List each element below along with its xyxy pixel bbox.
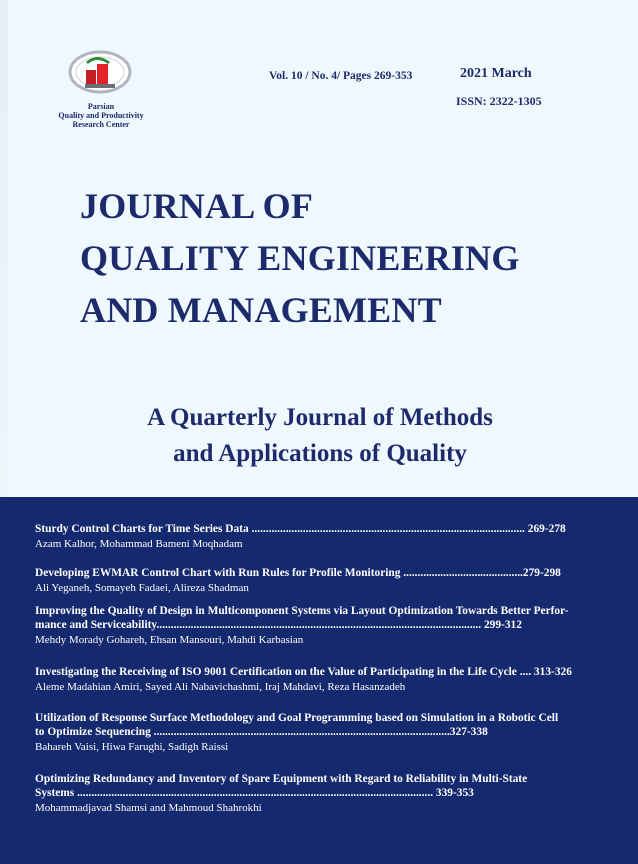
article-authors: Mohammadjavad Shamsi and Mahmoud Shahrokhi xyxy=(35,802,262,814)
article-authors: Bahareh Vaisi, Hiwa Farughi, Sadigh Raissi xyxy=(35,741,229,753)
article-title-continued: Systems ............................................................................................................................. 339-353 xyxy=(35,787,474,799)
journal-subtitle xyxy=(80,400,560,472)
article-entry xyxy=(35,604,595,647)
article-authors: Mehdy Morady Gohareh, Ehsan Mansouri, Mahdi Karbasian xyxy=(35,634,304,646)
article-entry xyxy=(35,566,595,595)
journal-subtitle-line: A Quarterly Journal of Methods xyxy=(147,404,493,431)
article-title-continued: mance and Serviceability.................................................................................................................. 299-312 xyxy=(35,619,522,631)
article-entry xyxy=(35,772,595,815)
journal-subtitle-line: and Applications of Quality xyxy=(173,440,467,467)
issue-date: 2021 March xyxy=(460,66,532,81)
article-title: Improving the Quality of Design in Multicomponent Systems via Layout Optimization Towards Better Perfor- xyxy=(35,605,569,617)
article-authors: Aleme Madahian Amiri, Sayed Ali Nabavichashmi, Iraj Mahdavi, Reza Hasanzadeh xyxy=(35,681,406,693)
article-title: Utilization of Response Surface Methodology and Goal Programming based on Simulation in a Robotic Cell xyxy=(35,712,559,724)
article-title: Developing EWMAR Control Chart with Run Rules for Profile Monitoring ..........................................279-298 xyxy=(35,567,561,579)
table-of-contents xyxy=(0,497,638,864)
article-title: Optimizing Redundancy and Inventory of Spare Equipment with Regard to Reliability in Multi-State xyxy=(35,773,528,785)
journal-title xyxy=(80,180,520,336)
research-center-logo xyxy=(66,50,134,100)
center-name-line: Research Center xyxy=(72,120,130,129)
research-center-name xyxy=(46,102,156,129)
article-title: Sturdy Control Charts for Time Series Data ................................................................................................ 269-278 xyxy=(35,523,566,535)
journal-title-line: QUALITY ENGINEERING xyxy=(80,238,520,278)
article-entry xyxy=(35,711,595,754)
volume-info: Vol. 10 / No. 4/ Pages 269-353 xyxy=(269,70,413,82)
journal-title-line: AND MANAGEMENT xyxy=(80,290,442,330)
center-name-line: Parsian xyxy=(87,102,115,111)
article-authors: Ali Yeganeh, Somayeh Fadaei, Alireza Shadman xyxy=(35,582,249,594)
center-name-line: Quality and Productivity xyxy=(58,111,144,120)
article-entry xyxy=(35,665,595,694)
article-title: Investigating the Receiving of ISO 9001 Certification on the Value of Participating in the Life Cycle .... 313-326 xyxy=(35,666,572,678)
article-authors: Azam Kalhor, Mohammad Bameni Moqhadam xyxy=(35,538,243,550)
article-title-continued: to Optimize Sequencing ........................................................................................................327-338 xyxy=(35,726,488,738)
article-entry xyxy=(35,522,595,551)
journal-title-line: JOURNAL OF xyxy=(80,186,314,226)
issn: ISSN: 2322-1305 xyxy=(456,94,542,108)
